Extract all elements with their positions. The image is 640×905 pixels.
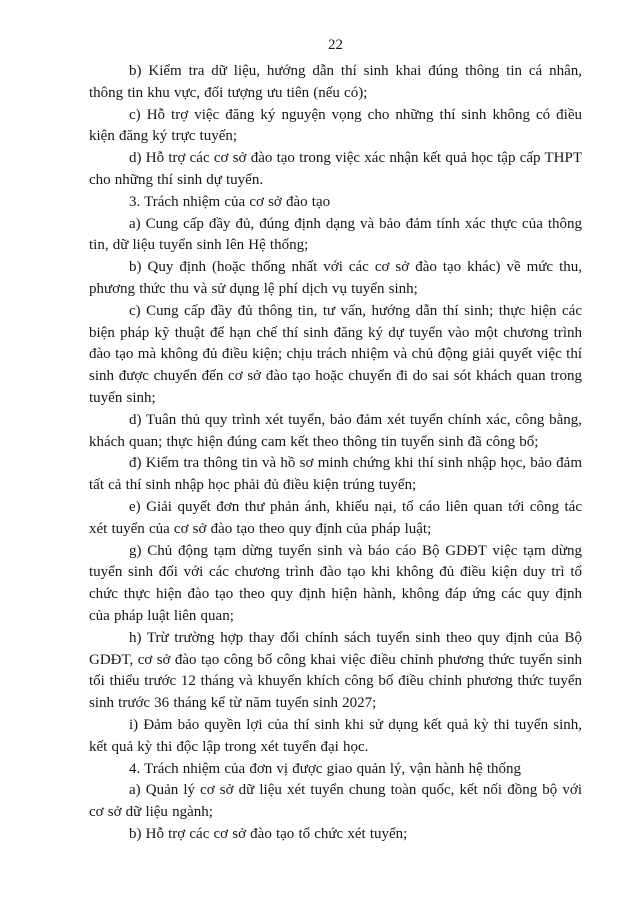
paragraph: d) Hỗ trợ các cơ sở đào tạo trong việc xác nhận kết quả học tập cấp THPT cho những thí sinh dự tuyển. [89, 150, 582, 188]
paragraph: b) Hỗ trợ các cơ sở đào tạo tổ chức xét tuyển; [129, 825, 408, 842]
section-heading: 3. Trách nhiệm của cơ sở đào tạo [129, 193, 331, 210]
paragraph: h) Trừ trường hợp thay đổi chính sách tuyển sinh theo quy định của Bộ GDĐT, cơ sở đào tạo công bố công khai việc điều chỉnh phương thức tuyển sinh tối thiểu trước 12 tháng và khuyến khích công bố điều chỉnh phương thức tuyển sinh trước 36 tháng kể từ năm tuyển sinh 2027; [89, 629, 582, 712]
page-number: 22 [328, 37, 343, 53]
paragraph: a) Quản lý cơ sở dữ liệu xét tuyển chung toàn quốc, kết nối đồng bộ với cơ sở dữ liệu ngành; [89, 782, 582, 821]
document-body [89, 61, 582, 846]
paragraph: e) Giải quyết đơn thư phản ánh, khiếu nại, tố cáo liên quan tới công tác xét tuyển của cơ sở đào tạo theo quy định của pháp luật; [89, 498, 582, 537]
paragraph: đ) Kiểm tra thông tin và hồ sơ minh chứng khi thí sinh nhập học, bảo đảm tất cả thí sinh nhập học phải đủ điều kiện trúng tuyển; [89, 455, 582, 494]
paragraph: c) Cung cấp đầy đủ thông tin, tư vấn, hướng dẫn thí sinh; thực hiện các biện pháp kỹ thuật để hạn chế thí sinh đăng ký dự tuyển vào một chương trình đào tạo mà không đủ điều kiện; chịu trách nhiệm và chủ động giải quyết việc thí sinh được chuyển đến cơ sở đào tạo hoặc chuyển đi do sai sót khách quan trong tuyển sinh; [89, 302, 582, 406]
paragraph: d) Tuân thủ quy trình xét tuyển, bảo đảm xét tuyển chính xác, công bằng, khách quan; thực hiện đúng cam kết theo thông tin tuyển sinh đã công bố; [89, 411, 582, 450]
paragraph: g) Chủ động tạm dừng tuyển sinh và báo cáo Bộ GDĐT việc tạm dừng tuyển sinh đối với các chương trình đào tạo khi không đủ điều kiện duy trì tổ chức thực hiện đào tạo theo quy định hiện hành, không đáp ứng các quy định của pháp luật liên quan; [89, 542, 582, 624]
paragraph: b) Kiểm tra dữ liệu, hướng dẫn thí sinh khai đúng thông tin cá nhân, thông tin khu vực, đối tượng ưu tiên (nếu có); [89, 63, 582, 101]
paragraph: c) Hỗ trợ việc đăng ký nguyện vọng cho những thí sinh không có điều kiện đăng ký trực tuyến; [89, 106, 582, 145]
paragraph: b) Quy định (hoặc thống nhất với các cơ sở đào tạo khác) về mức thu, phương thức thu và sử dụng lệ phí dịch vụ tuyển sinh; [89, 259, 582, 297]
paragraph: i) Đảm bảo quyền lợi của thí sinh khi sử dụng kết quả kỳ thi tuyển sinh, kết quả kỳ thi độc lập trong xét tuyển đại học. [89, 716, 582, 755]
section-heading: 4. Trách nhiệm của đơn vị được giao quản lý, vận hành hệ thống [129, 760, 522, 777]
paragraph: a) Cung cấp đầy đủ, đúng định dạng và bảo đảm tính xác thực của thông tin, dữ liệu tuyển sinh lên Hệ thống; [89, 215, 582, 254]
